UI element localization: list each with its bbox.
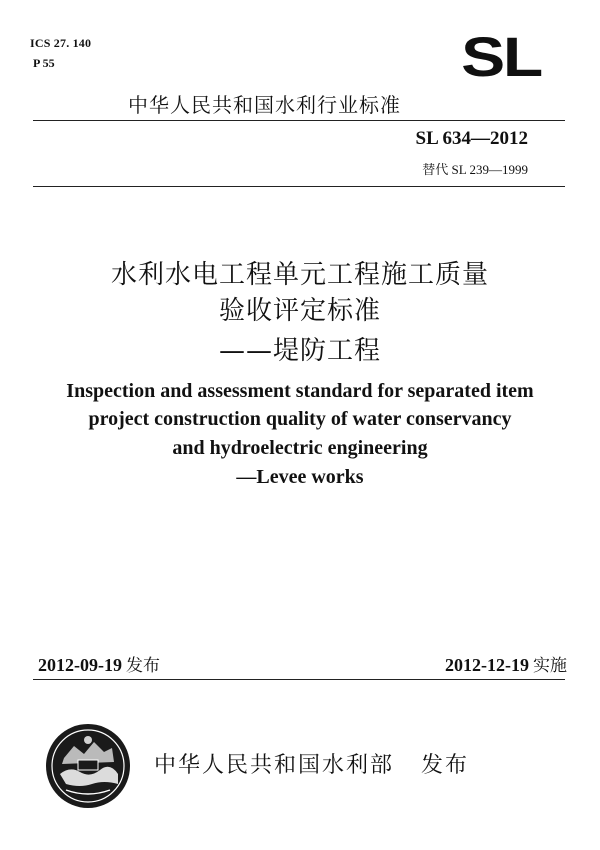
cn-title-line-2: 验收评定标准 bbox=[218, 296, 381, 326]
en-title-line-2: project construction quality of water conservancy bbox=[88, 408, 512, 430]
en-title-line-3: and hydroelectric engineering bbox=[172, 437, 428, 459]
effective-label: 实施 bbox=[533, 656, 567, 676]
ccs-code: P 55 bbox=[33, 56, 55, 70]
ministry-seal-icon bbox=[44, 722, 132, 810]
cn-title-line-3: ——堤防工程 bbox=[218, 336, 381, 366]
issue-label: 发布 bbox=[126, 656, 160, 676]
publish-label: 发布 bbox=[421, 753, 470, 778]
publisher-name: 中华人民共和国水利部 bbox=[154, 753, 395, 778]
top-divider bbox=[33, 120, 565, 121]
sl-logo: SL bbox=[461, 24, 541, 88]
ics-code: ICS 27. 140 bbox=[30, 36, 92, 50]
cn-title-line-1: 水利水电工程单元工程施工质量 bbox=[110, 260, 489, 290]
footer-divider bbox=[33, 679, 565, 680]
effective-date bbox=[445, 651, 567, 676]
replaces-standard: 替代 SL 239—1999 bbox=[422, 162, 528, 177]
en-title-line-1: Inspection and assessment standard for separated item bbox=[66, 380, 534, 402]
standard-type: 中华人民共和国水利行业标准 bbox=[128, 93, 401, 117]
publisher-line bbox=[154, 748, 469, 779]
header-divider bbox=[33, 186, 565, 187]
effective-date-value: 2012-12-19 bbox=[445, 655, 529, 675]
issue-date bbox=[38, 651, 160, 676]
issue-date-value: 2012-09-19 bbox=[38, 655, 122, 675]
standard-number: SL 634—2012 bbox=[415, 128, 528, 149]
en-title-line-4: —Levee works bbox=[236, 466, 364, 488]
